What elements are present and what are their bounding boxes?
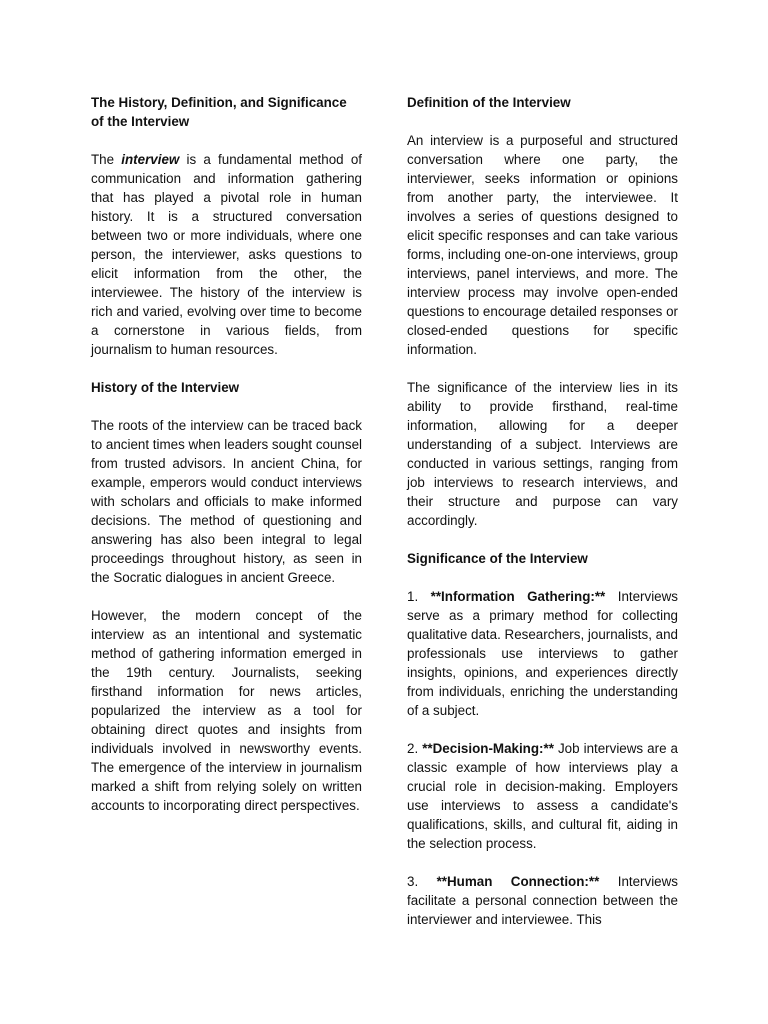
item-text: Interviews serve as a primary method for collecting qualitative data. Researchers, journalists, and professionals use interviews to gather insights, opinions, and experiences directly from individuals, enriching the understanding of a subject. (407, 589, 678, 718)
history-heading: History of the Interview (91, 380, 240, 395)
significance-item-3 (407, 872, 678, 929)
item-number: 2. (407, 741, 419, 756)
intro-emphasis: interview (121, 152, 180, 167)
item-number: 1. (407, 589, 419, 604)
definition-heading: Definition of the Interview (407, 95, 571, 110)
item-label: **Information Gathering:** (430, 589, 606, 604)
significance-item-1 (407, 587, 678, 720)
significance-heading: Significance of the Interview (407, 551, 588, 566)
item-text: Interviews facilitate a personal connection between the interviewer and interviewee. This (407, 874, 678, 927)
item-label: **Decision-Making:** (422, 741, 554, 756)
intro-prefix: The (91, 152, 122, 167)
history-paragraph-1: The roots of the interview can be traced back to ancient times when leaders sought counsel from trusted advisors. In ancient China, for example, emperors would conduct interviews with scholars and officials to make informed decisions. The method of questioning and answering has also been integral to legal proceedings throughout history, as seen in the Socratic dialogues in ancient Greece. (91, 418, 362, 585)
intro-text: is a fundamental method of communication and information gathering that has played a pivotal role in human history. It is a structured conversation between two or more individuals, where one person, the interviewer, asks questions to elicit information from the other, the interviewee. The history of the interview is rich and varied, evolving over time to become a cornerstone in various fields, from journalism to human resources. (91, 152, 362, 357)
item-text: Job interviews are a classic example of how interviews play a crucial role in decision-making. Employers use interviews to assess a candidate's qualifications, skills, and cultural fit, aiding in the selection process. (407, 741, 678, 851)
significance-item-2 (407, 739, 678, 853)
item-number: 3. (407, 874, 419, 889)
right-column (407, 93, 678, 948)
history-paragraph-2: However, the modern concept of the interview as an intentional and systematic method of gathering information emerged in the 19th century. Journalists, seeking firsthand information for news articles, popularized the interview as a tool for obtaining direct quotes and insights from individuals involved in newsworthy events. The emergence of the interview in journalism marked a shift from relying solely on written accounts to incorporating direct perspectives. (91, 608, 362, 813)
definition-paragraph-1: An interview is a purposeful and structured conversation where one party, the interviewer, seeks information or opinions from another party, the interviewee. It involves a series of questions designed to elicit specific responses and can take various forms, including one-on-one interviews, group interviews, panel interviews, and more. The interview process may involve open-ended questions to encourage detailed responses or closed-ended questions for specific information. (407, 133, 678, 357)
intro-paragraph (91, 150, 362, 359)
document-title: The History, Definition, and Significance of the Interview (91, 95, 347, 129)
left-column (91, 93, 362, 834)
definition-paragraph-2: The significance of the interview lies in its ability to provide firsthand, real-time information, allowing for a deeper understanding of a subject. Interviews are conducted in various settings, ranging from job interviews to research interviews, and their structure and purpose can vary accordingly. (407, 380, 678, 528)
item-label: **Human Connection:** (436, 874, 600, 889)
